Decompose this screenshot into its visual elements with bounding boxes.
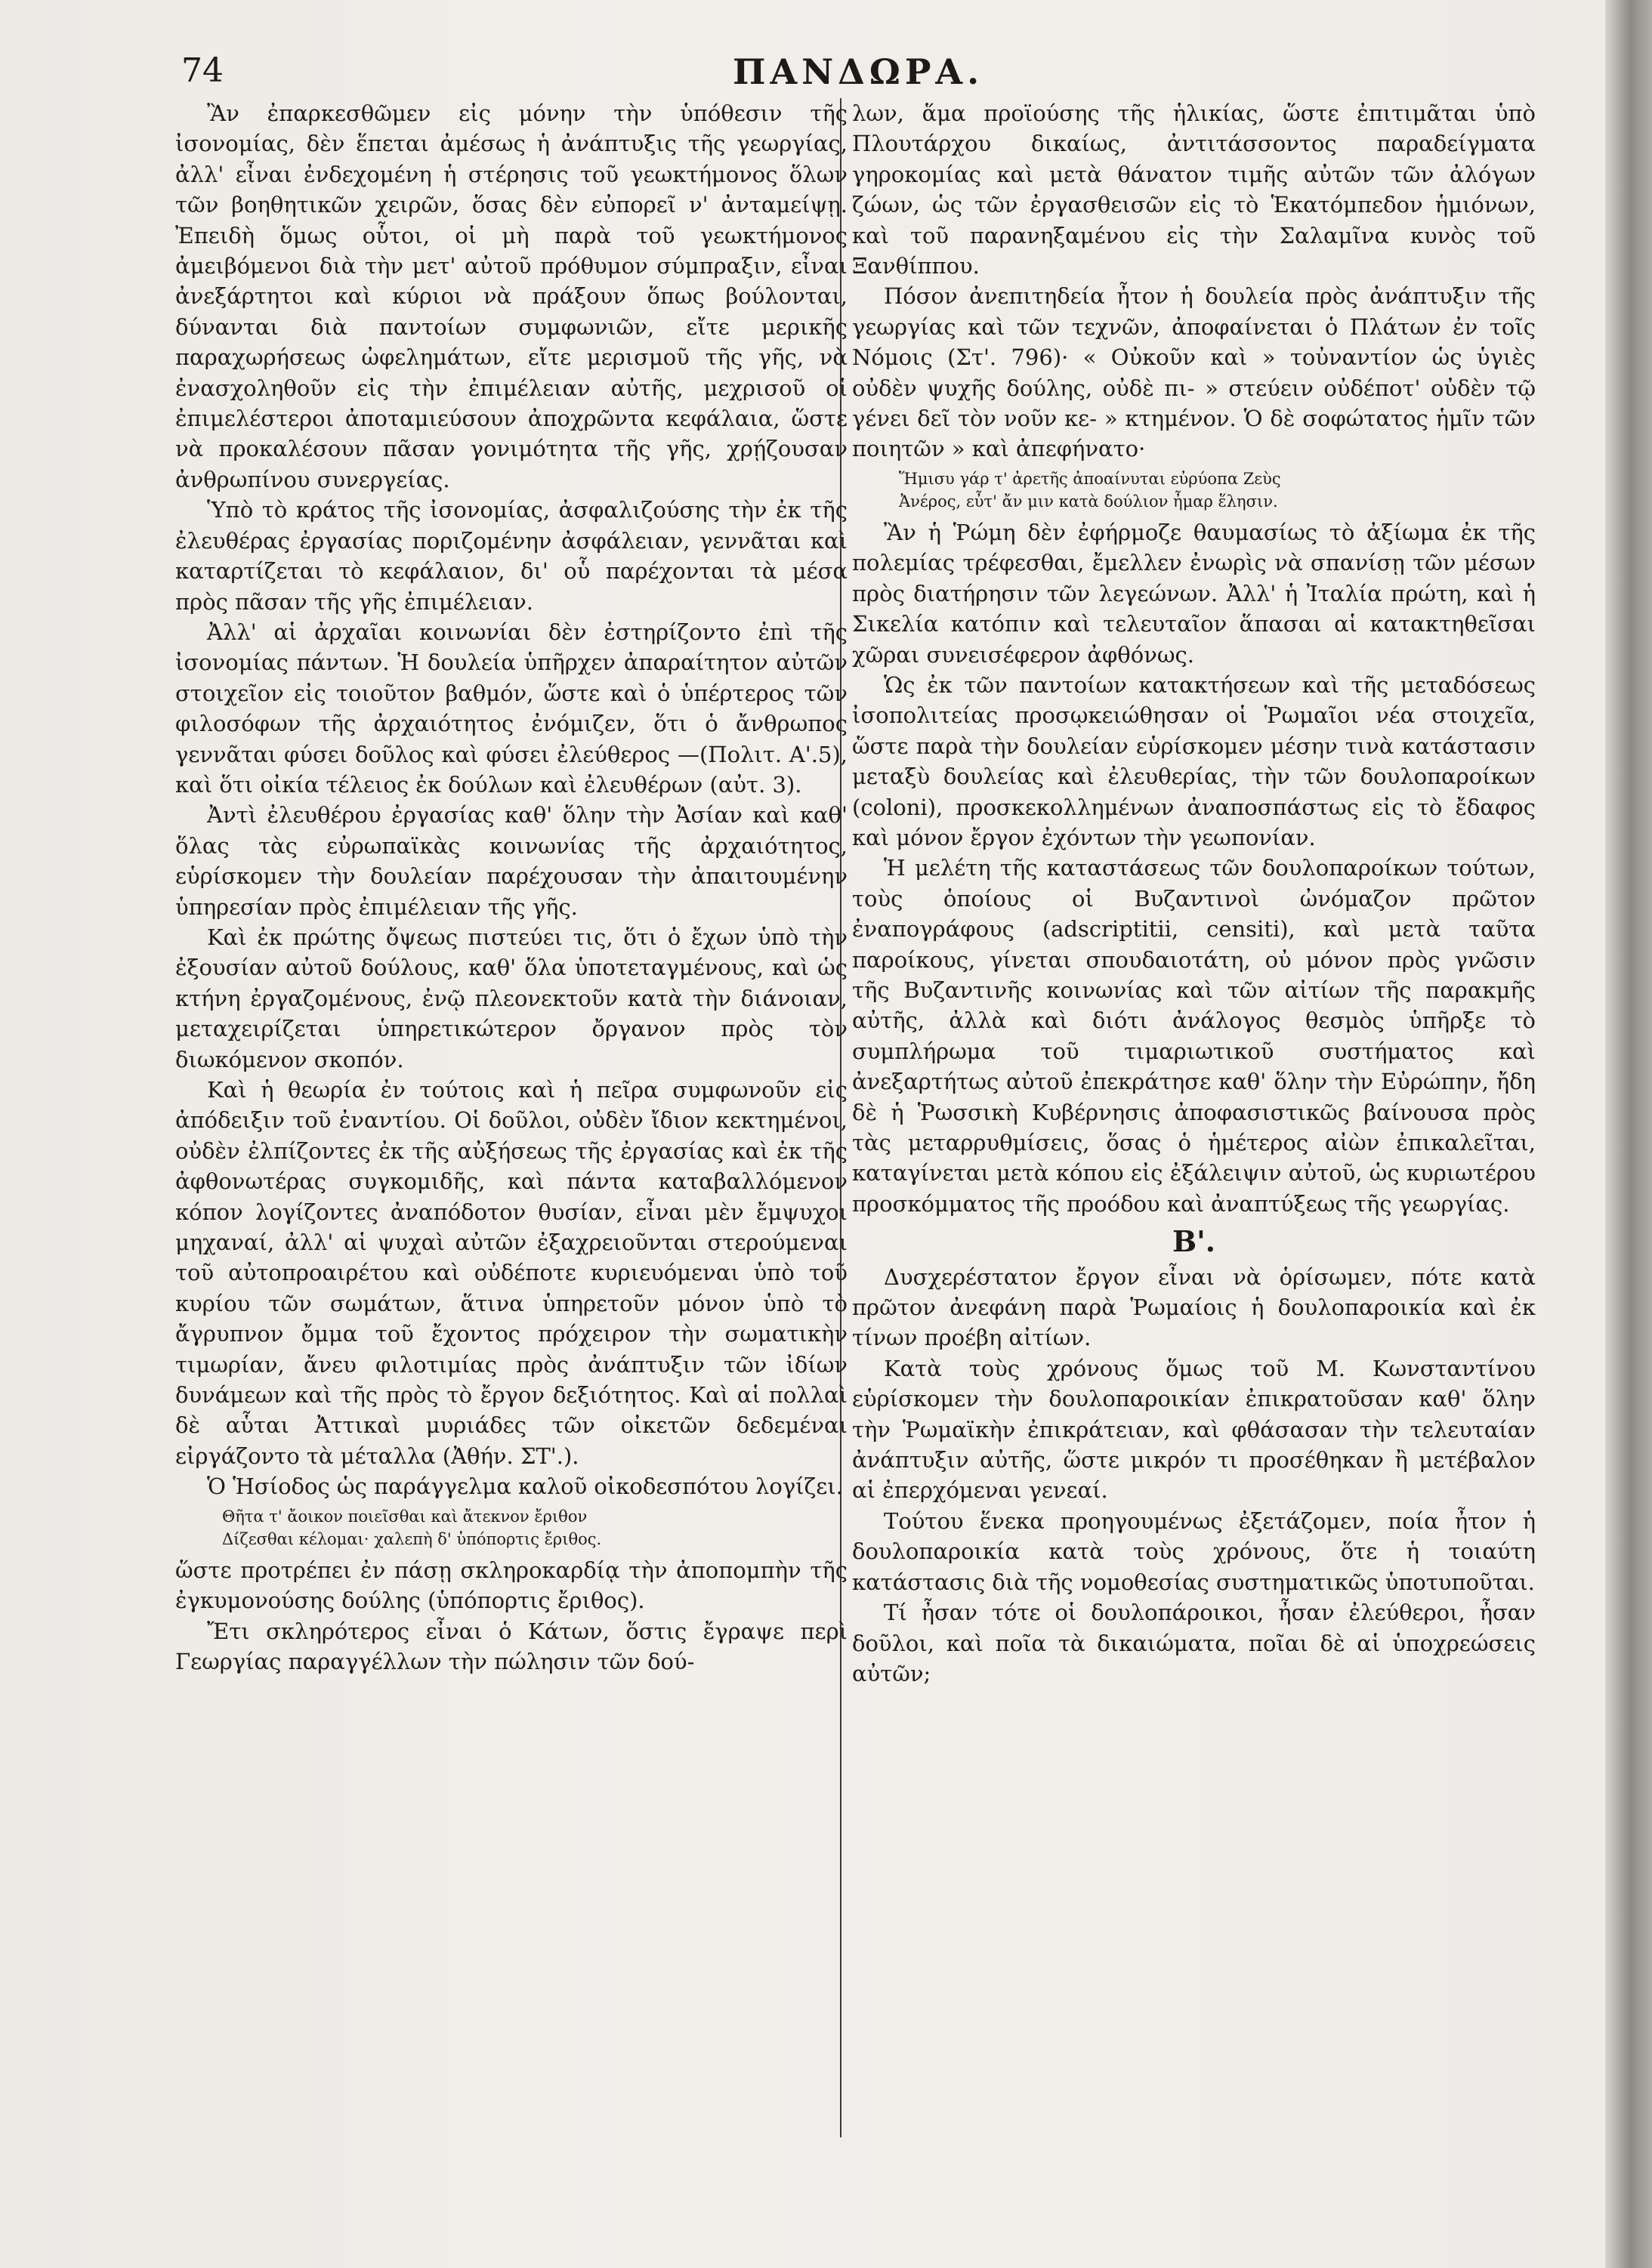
page-number: 74 bbox=[181, 51, 224, 90]
paragraph: λων, ἅμα προϊούσης τῆς ἡλικίας, ὥστε ἐπιτιμᾶται ὑπὸ Πλουτάρχου δικαίως, ἀντιτάσσοντος παραδείγματα γηροκομίας καὶ μετὰ θάνατον τιμῆς αὐτῶν τῶν ἀλόγων ζώων, ὡς τῶν ἐργασθεισῶν εἰς τὸ Ἑκατόμπεδον ἡμιόνων, καὶ τοῦ παρανηξαμένου εἰς τὴν Σαλαμῖνα κυνὸς τοῦ Ξανθίππου. bbox=[852, 100, 1536, 279]
paragraph: Καὶ ἐκ πρώτης ὄψεως πιστεύει τις, ὅτι ὁ ἔχων ὑπὸ τὴν ἐξουσίαν αὐτοῦ δούλους, καθ' ὅλα ὑποτεταγμένους, καὶ ὡς κτήνη ἐργαζομένους, ἐνῷ πλεονεκτοῦν κατὰ τὴν διάνοιαν, μεταχειρίζεται ὑπηρετικώτερον ὄργανον πρὸς τὸν διωκόμενον σκοπόν. bbox=[175, 924, 848, 1072]
left-column bbox=[175, 98, 848, 1677]
paragraph: Ὑπὸ τὸ κράτος τῆς ἰσονομίας, ἀσφαλιζούσης τὴν ἐκ τῆς ἐλευθέρας ἐργασίας ποριζομένην ἀσφάλειαν, γεννᾶται καὶ καταρτίζεται τὸ κεφάλαιον, δι' οὗ παρέχονται τὰ μέσα πρὸς πᾶσαν τῆς γῆς ἐπιμέλειαν. bbox=[175, 497, 848, 615]
hesiod-verse-quote bbox=[222, 1505, 848, 1551]
paragraph: Ἡ μελέτη τῆς καταστάσεως τῶν δουλοπαροίκων τούτων, τοὺς ὁποίους οἱ Βυζαντινοὶ ὠνόμαζον πρῶτον ἐναπογράφους (adscriptitii, censiti), καὶ μετὰ ταῦτα παροίκους, γίνεται σπουδαιοτάτη, οὐ μόνον πρὸς γνῶσιν τῆς Βυζαντινῆς κοινωνίας καὶ τῶν αἰτίων τῆς παρακμῆς αὐτῆς, ἀλλὰ καὶ διότι ἀνάλογος θεσμὸς ὑπῆρξε τὸ συμπλήρωμα τοῦ τιμαριωτικοῦ συστήματος καὶ ἀνεξαρτήτως αὐτοῦ ἐπεκράτησε καθ' ὅλην τὴν Εὐρώπην, ἤδη δὲ ἡ Ῥωσσικὴ Κυβέρνησις ἀποφασιστικῶς βαίνουσα πρὸς τὰς μεταρρυθμίσεις, ὅσας ὁ ἡμέτερος αἰὼν ἐπικαλεῖται, καταγίνεται μετὰ κόπου εἰς ἐξάλειψιν αὐτοῦ, ὡς κυριωτέρου προσκόμματος τῆς προόδου καὶ ἀναπτύξεως τῆς γεωργίας. bbox=[852, 855, 1536, 1217]
paragraph: Ἔτι σκληρότερος εἶναι ὁ Κάτων, ὅστις ἔγραψε περὶ Γεωργίας παραγγέλλων τὴν πώλησιν τῶν δού- bbox=[175, 1618, 848, 1674]
paragraph: Τί ἦσαν τότε οἱ δουλοπάροικοι, ἦσαν ἐλεύθεροι, ἦσαν δοῦλοι, καὶ ποῖα τὰ δικαιώματα, ποῖαι δὲ αἱ ὑποχρεώσεις αὐτῶν; bbox=[852, 1600, 1536, 1686]
paragraph: Τούτου ἕνεκα προηγουμένως ἐξετάζομεν, ποία ἦτον ἡ δουλοπαροικία κατὰ τοὺς χρόνους, ὅτε ἡ τοιαύτη κατάστασις διὰ τῆς νομοθεσίας συστηματικῶς ὑποτυποῦται. bbox=[852, 1507, 1536, 1595]
paragraph: Ὁ Ἡσίοδος ὡς παράγγελμα καλοῦ οἰκοδεσπότου λογίζει. bbox=[207, 1473, 843, 1500]
paragraph: Καὶ ἡ θεωρία ἐν τούτοις καὶ ἡ πεῖρα συμφωνοῦν εἰς ἀπόδειξιν τοῦ ἐναντίου. Οἱ δοῦλοι, οὐδὲν ἴδιον κεκτημένοι, οὐδὲν ἐλπίζοντες ἐκ τῆς αὐξήσεως τῆς ἐργασίας καὶ ἐκ τῆς ἀφθονωτέρας συγκομιδῆς, καὶ πάντα καταβαλλόμενον κόπον λογίζοντες ἀναπόδοτον θυσίαν, εἶναι μὲν ἔμψυχοι μηχαναί, ἀλλ' αἱ ψυχαὶ αὐτῶν ἐξαχρειοῦνται στερούμεναι τοῦ αὐτοπροαιρέτου καὶ οὐδέποτε κυριευόμεναι ὑπὸ τοῦ κυρίου τῶν σωμάτων, ἅτινα ὑπηρετοῦν μόνον ὑπὸ τὸ ἄγρυπνον ὄμμα τοῦ ἔχοντος πρόχειρον τὴν σωματικὴν τιμωρίαν, ἄνευ φιλοτιμίας πρὸς ἀνάπτυξιν τῶν ἰδίων δυνάμεων καὶ τῆς πρὸς τὸ ἔργον δεξιότητος. Καὶ αἱ πολλαὶ δὲ αὗται Ἀττικαὶ μυριάδες τῶν οἰκετῶν δεδεμέναι εἰργάζοντο τὰ μέταλλα (Ἀθήν. ΣΤ'.). bbox=[175, 1077, 848, 1469]
page-header bbox=[174, 51, 1571, 104]
paragraph: Δυσχερέστατον ἔργον εἶναι νὰ ὁρίσωμεν, πότε κατὰ πρῶτον ἀνεφάνη παρὰ Ῥωμαίοις ἡ δουλοπαροικία καὶ ἐκ τίνων προέβη αἰτίων. bbox=[852, 1264, 1536, 1351]
paragraph: Ἀντὶ ἐλευθέρου ἐργασίας καθ' ὅλην τὴν Ἀσίαν καὶ καθ' ὅλας τὰς εὐρωπαϊκὰς κοινωνίας τῆς ἀρχαιότητος, εὑρίσκομεν τὴν δουλείαν παρέχουσαν τὴν ἀπαιτουμένην ὑπηρεσίαν πρὸς ἐπιμέλειαν τῆς γῆς. bbox=[175, 802, 848, 920]
verse-line: Ἀνέρος, εὖτ' ἄν μιν κατὰ δούλιον ἦμαρ ἕλησιν. bbox=[899, 492, 1278, 511]
verse-line: Ἥμισυ γάρ τ' ἀρετῆς ἀποαίνυται εὐρύοπα Ζεὺς bbox=[899, 469, 1281, 488]
homer-verse-quote bbox=[899, 467, 1536, 513]
paragraph: ὥστε προτρέπει ἐν πάσῃ σκληροκαρδίᾳ τὴν ἀποπομπὴν τῆς ἐγκυμονούσης δούλης (ὑπόπορτις ἔριθος). bbox=[175, 1557, 848, 1614]
paragraph: Πόσον ἀνεπιτηδεία ἦτον ἡ δουλεία πρὸς ἀνάπτυξιν τῆς γεωργίας καὶ τῶν τεχνῶν, ἀποφαίνεται ὁ Πλάτων ἐν τοῖς Νόμοις (Στ'. 796)· « Οὐκοῦν καὶ » τοὐναντίον ὡς ὑγιὲς οὐδὲν ψυχῆς δούλης, οὐδὲ πι- » στεύειν οὐδέποτ' οὐδὲν τῷ γένει δεῖ τὸν νοῦν κε- » κτημένον. Ὁ δὲ σοφώτατος ἡμῖν τῶν ποιητῶν » καὶ ἀπεφήνατο· bbox=[852, 283, 1536, 462]
paragraph: Ἀλλ' αἱ ἀρχαῖαι κοινωνίαι δὲν ἐστηρίζοντο ἐπὶ τῆς ἰσονομίας πάντων. Ἡ δουλεία ὑπῆρχεν ἀπαραίτητον αὐτῶν στοιχεῖον εἰς τοιοῦτον βαθμόν, ὥστε καὶ ὁ ὑπέρτερος τῶν φιλοσόφων τῆς ἀρχαιότητος ἐνόμιζεν, ὅτι ὁ ἄνθρωπος γεννᾶται φύσει δοῦλος καὶ φύσει ἐλεύθερος —(Πολιτ. Α'.5), καὶ ὅτι οἰκία τέλειος ἐκ δούλων καὶ ἐλευθέρων (αὐτ. 3). bbox=[175, 619, 848, 798]
right-column bbox=[852, 98, 1536, 1689]
verse-line: Δίζεσθαι κέλομαι· χαλεπὴ δ' ὑπόπορτις ἔριθος. bbox=[222, 1529, 602, 1548]
page-gutter-shadow bbox=[1605, 0, 1652, 2268]
paragraph: Ὡς ἐκ τῶν παντοίων κατακτήσεων καὶ τῆς μεταδόσεως ἰσοπολιτείας προσῳκειώθησαν οἱ Ῥωμαῖοι νέα στοιχεῖα, ὥστε παρὰ τὴν δουλείαν εὑρίσκομεν μέσην τινὰ κατάστασιν μεταξὺ δουλείας καὶ ἐλευθερίας, τὴν τῶν δουλοπαροίκων (coloni), προσκεκολλημένων ἀναποσπάστως εἰς τὸ ἔδαφος καὶ μόνον ἔργον ἐχόντων τὴν γεωπονίαν. bbox=[852, 671, 1536, 850]
paragraph: Ἂν ἐπαρκεσθῶμεν εἰς μόνην τὴν ὑπόθεσιν τῆς ἰσονομίας, δὲν ἕπεται ἀμέσως ἡ ἀνάπτυξις τῆς γεωργίας, ἀλλ' εἶναι ἐνδεχομένη ἡ στέρησις τοῦ γεωκτήμονος ὅλων τῶν βοηθητικῶν χειρῶν, ὅσας δὲν εὐπορεῖ ν' ἀνταμείψῃ. Ἐπειδὴ ὅμως οὗτοι, οἱ μὴ παρὰ τοῦ γεωκτήμονος ἀμειβόμενοι διὰ τὴν μετ' αὐτοῦ πρόθυμον σύμπραξιν, εἶναι ἀνεξάρτητοι καὶ κύριοι νὰ πράξουν ὅπως βούλονται, δύνανται διὰ παντοίων συμφωνιῶν, εἴτε μερικῆς παραχωρήσεως ὠφελημάτων, εἴτε μερισμοῦ τῆς γῆς, νὰ ἐνασχοληθοῦν εἰς τὴν ἐπιμέλειαν αὐτῆς, μεχρισοῦ οἱ ἐπιμελέστεροι ἀποταμιεύσουν ἀποχρῶντα κεφάλαια, ὥστε νὰ προκαλέσουν πᾶσαν γονιμότητα τῆς γῆς, χρῄζουσαν ἀνθρωπίνου συνεργείας. bbox=[175, 100, 848, 492]
running-title: ΠΑΝΔΩΡΑ. bbox=[733, 51, 984, 92]
paragraph: Κατὰ τοὺς χρόνους ὅμως τοῦ Μ. Κωνσταντίνου εὑρίσκομεν τὴν δουλοπαροικίαν ἐπικρατοῦσαν καθ' ὅλην τὴν Ῥωμαϊκὴν ἐπικράτειαν, καὶ φθάσασαν τὴν τελευταίαν ἀνάπτυξιν αὐτῆς, ὥστε μικρόν τι προσέθηκαν ἢ μετέβαλον αἱ ἐπερχόμεναι γενεαί. bbox=[852, 1355, 1536, 1504]
section-heading: Β'. bbox=[1172, 1224, 1215, 1259]
paragraph: Ἂν ἡ Ῥώμη δὲν ἐφήρμοζε θαυμασίως τὸ ἀξίωμα ἐκ τῆς πολεμίας τρέφεσθαι, ἔμελλεν ἐνωρὶς νὰ σπανίσῃ τῶν μέσων πρὸς διατήρησιν τῶν λεγεώνων. Ἀλλ' ἡ Ἰταλία πρώτη, καὶ ἡ Σικελία κατόπιν καὶ τελευταῖον ἅπασαι αἱ κατακτηθεῖσαι χῶραι συνεισέφερον ἀφθόνως. bbox=[852, 519, 1536, 668]
verse-line: Θῆτα τ' ἄοικον ποιεῖσθαι καὶ ἄτεκνον ἔριθον bbox=[222, 1507, 588, 1526]
